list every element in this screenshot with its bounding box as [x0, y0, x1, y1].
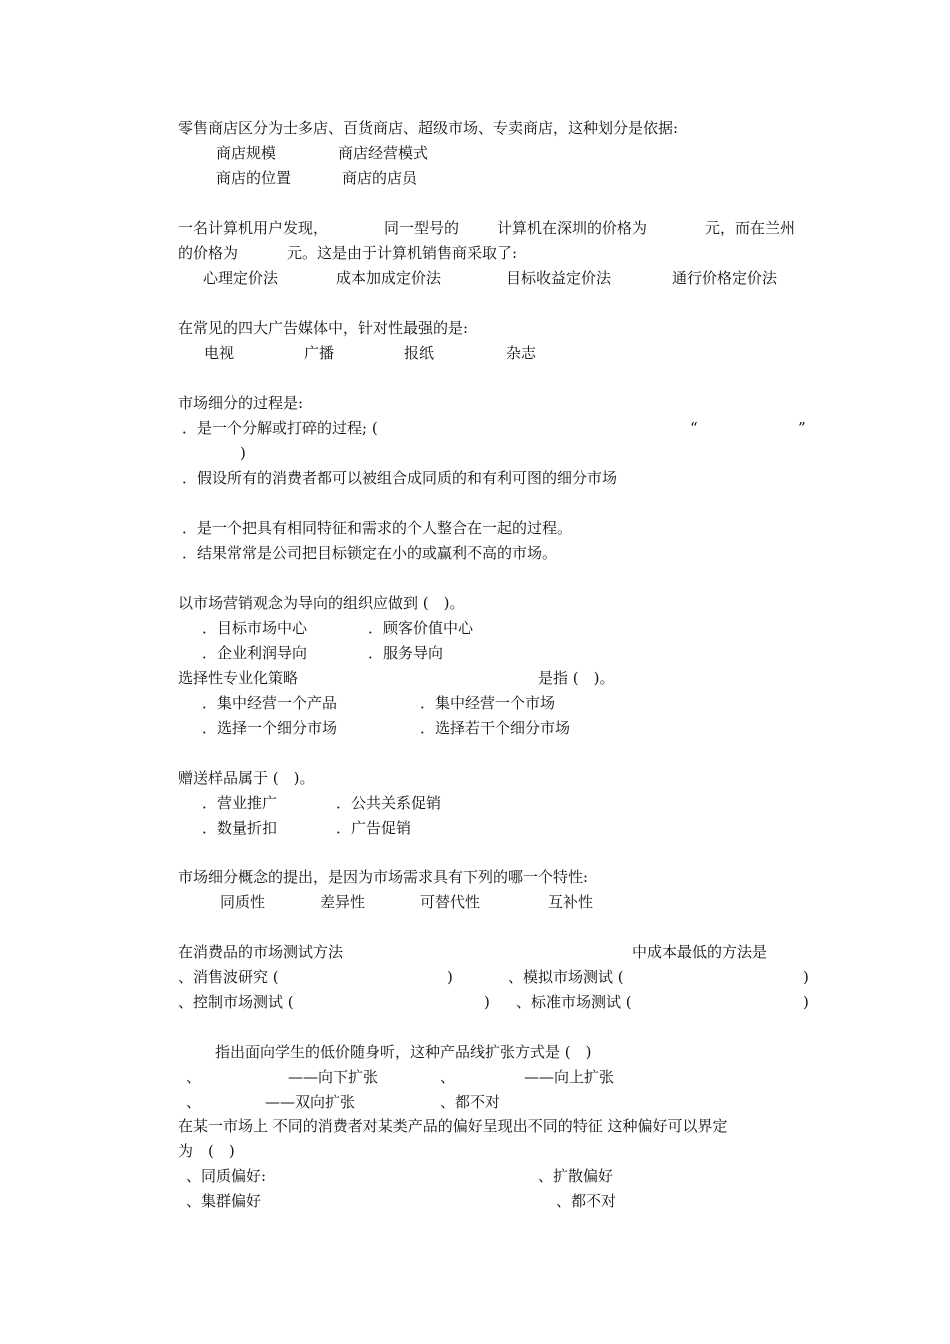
question-5-option-a: ．目标市场中心 [202, 619, 308, 637]
question-7-option-c: ．数量折扣 [202, 819, 278, 837]
question-1-stem: 零售商店区分为士多店、百货商店、超级市场、专卖商店，这种划分是依据: [178, 119, 679, 137]
question-5-option-b: ．顾客价值中心 [368, 619, 474, 637]
question-8-option-c: 可替代性 [420, 893, 481, 911]
question-4-quote-open: “ [690, 419, 698, 437]
question-3-option-b: 广播 [304, 344, 335, 362]
question-6-option-d: ．选择若干个细分市场 [420, 719, 571, 737]
question-5-option-d: ．服务导向 [368, 644, 444, 662]
question-2-stem-part: 元，而在兰州 [705, 219, 796, 237]
question-7-stem: 赠送样品属于 ( )。 [178, 769, 315, 787]
question-2-option-a: 心理定价法 [203, 269, 279, 287]
question-8-stem: 市场细分概念的提出，是因为市场需求具有下列的哪一个特性: [178, 868, 589, 886]
question-8-option-a: 同质性 [220, 893, 266, 911]
question-9-option-c-end: ) [484, 993, 490, 1011]
question-11-option-c: 、集群偏好 [186, 1192, 262, 1210]
question-6-option-b: ．集中经营一个市场 [420, 694, 556, 712]
question-11-stem-line1: 在某一市场上 不同的消费者对某类产品的偏好呈现出不同的特征 这种偏好可以界定 [178, 1117, 728, 1135]
question-4-option-a-end: ) [240, 444, 246, 462]
question-10-option-a: ——向下扩张 [288, 1068, 379, 1086]
question-2-option-b: 成本加成定价法 [336, 269, 442, 287]
question-4-option-b: ．假设所有的消费者都可以被组合成同质的和有利可图的细分市场 [182, 469, 618, 487]
question-10-option-a-marker: 、 [186, 1068, 202, 1086]
question-10-option-b: ——向上扩张 [524, 1068, 615, 1086]
question-9-stem-part: 中成本最低的方法是 [632, 943, 768, 961]
question-10-stem: 指出面向学生的低价随身听，这种产品线扩张方式是 ( ) [215, 1043, 592, 1061]
question-11-option-d: 、都不对 [556, 1192, 617, 1210]
question-1-option-c: 商店的位置 [216, 169, 292, 187]
question-9-option-b-end: ) [803, 968, 809, 986]
question-4-option-d: ．结果常常是公司把目标锁定在小的或赢利不高的市场。 [182, 544, 558, 562]
question-11-option-b: 、扩散偏好 [538, 1167, 614, 1185]
question-4-option-a: ．是一个分解或打碎的过程; ( [182, 419, 378, 437]
question-4-quote-close: ” [798, 419, 806, 437]
question-5-stem: 以市场营销观念为导向的组织应做到 ( )。 [178, 594, 465, 612]
question-11-stem-line2: 为 ( ) [178, 1142, 235, 1160]
question-8-option-b: 差异性 [320, 893, 366, 911]
question-3-option-a: 电视 [204, 344, 235, 362]
question-10-option-d: 、都不对 [440, 1093, 501, 1111]
question-9-option-d: 、标准市场测试 ( [516, 993, 632, 1011]
question-6-stem-part: 是指 ( )。 [538, 669, 615, 687]
question-2-stem-part: 元。这是由于计算机销售商采取了: [287, 244, 518, 262]
question-2-option-c: 目标收益定价法 [506, 269, 612, 287]
question-9-option-c: 、控制市场测试 ( [178, 993, 294, 1011]
question-3-option-c: 报纸 [404, 344, 435, 362]
question-2-option-d: 通行价格定价法 [672, 269, 778, 287]
question-3-stem: 在常见的四大广告媒体中，针对性最强的是: [178, 319, 469, 337]
question-2-stem-part: 计算机在深圳的价格为 [497, 219, 648, 237]
question-8-option-d: 互补性 [548, 893, 594, 911]
question-7-option-d: ．广告促销 [336, 819, 412, 837]
question-9-option-a: 、消售波研究 ( [178, 968, 279, 986]
question-7-option-a: ．营业推广 [202, 794, 278, 812]
question-9-stem-part: 在消费品的市场测试方法 [178, 943, 344, 961]
question-2-stem-part: 一名计算机用户发现， [178, 219, 329, 237]
question-10-option-c: ——双向扩张 [265, 1093, 356, 1111]
question-6-option-a: ．集中经营一个产品 [202, 694, 338, 712]
question-4-option-c: ．是一个把具有相同特征和需求的个人整合在一起的过程。 [182, 519, 573, 537]
question-1-option-b: 商店经营模式 [338, 144, 429, 162]
question-7-option-b: ．公共关系促销 [336, 794, 442, 812]
question-1-option-a: 商店规模 [216, 144, 277, 162]
question-6-stem-part: 选择性专业化策略 [178, 669, 299, 687]
question-9-option-b: 、模拟市场测试 ( [508, 968, 624, 986]
question-2-stem-part: 的价格为 [178, 244, 239, 262]
question-10-option-c-marker: 、 [186, 1093, 202, 1111]
question-1-option-d: 商店的店员 [342, 169, 418, 187]
question-3-option-d: 杂志 [506, 344, 537, 362]
question-9-option-d-end: ) [803, 993, 809, 1011]
question-11-option-a: 、同质偏好: [186, 1167, 267, 1185]
question-10-option-b-marker: 、 [440, 1068, 456, 1086]
question-6-option-c: ．选择一个细分市场 [202, 719, 338, 737]
question-2-stem-part: 同一型号的 [384, 219, 460, 237]
question-4-stem: 市场细分的过程是: [178, 394, 304, 412]
question-5-option-c: ．企业利润导向 [202, 644, 308, 662]
question-9-option-a-end: ) [447, 968, 453, 986]
